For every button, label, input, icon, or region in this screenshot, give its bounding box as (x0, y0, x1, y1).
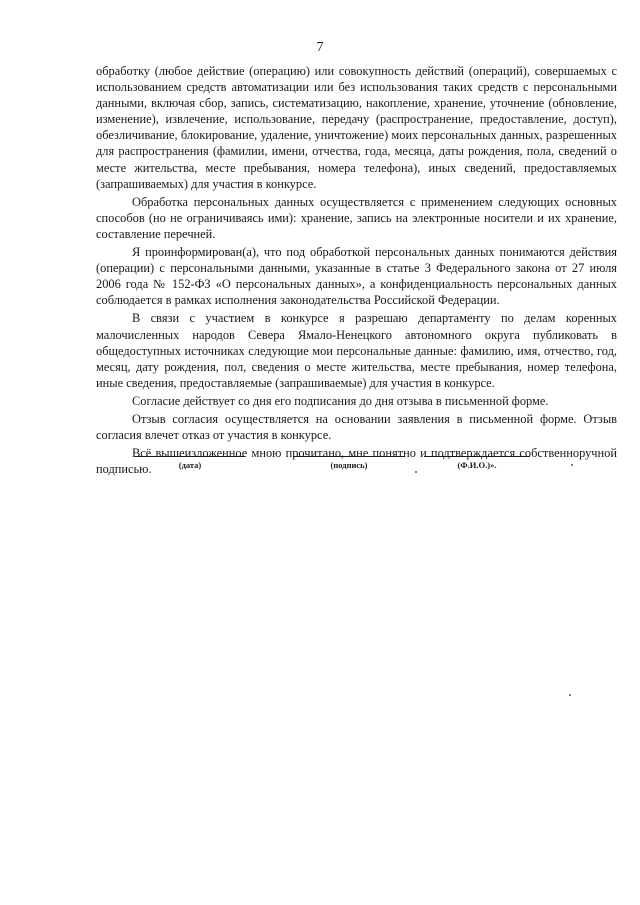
name-line (424, 456, 530, 458)
signature-row (0, 456, 640, 486)
signature-line (293, 456, 405, 458)
paragraph-processing-scope: обработку (любое действие (операцию) или совокупность действий (операций), совершаемых с использованием средств автоматизации или без использования таких средств с персональными данными, включая сбор, запись, систематизацию, накопление, хранение, уточнение (обновление, изменение), извлечение, использование, передачу (распространение, предоставление, доступ), обезличивание, блокирование, удаление, уничтожение) моих персональных данных, разрешенных для распространения (фамилии, имени, отчества, года, месяца, даты рождения, пола, сведений о месте жительства, месте пребывания, номера телефона), иных сведений, предоставляемых (запрашиваемых) для участия в конкурсе. (96, 64, 617, 191)
name-field (424, 456, 530, 470)
page-number: 7 (316, 40, 324, 55)
date-line (135, 456, 245, 458)
paragraph-publication-permission: В связи с участием в конкурсе я разрешаю департаменту по делам коренных малочисленных народов Севера Ямало-Ненецкого автономного округа публиковать в общедоступных источниках следующие мои персональные данные: фамилию, имя, отчество, год, месяц, дату рождения, пол, сведения о месте жительства, месте пребывания, номер телефона, иные сведения, предоставляемые (запрашиваемые) для участия в конкурсе. (96, 311, 617, 390)
consent-text (96, 63, 617, 479)
paragraph-validity: Согласие действует со дня его подписания до дня отзыва в письменной форме. (132, 393, 549, 408)
scan-speck (571, 464, 573, 466)
paragraph-confirmation: Всё вышеизложенное мною прочитано, мне понятно и подтверждается собственноручной подписью. (96, 446, 617, 477)
scan-speck (569, 694, 571, 696)
paragraph-revocation: Отзыв согласия осуществляется на основании заявления в письменной форме. Отзыв согласия влечет отказ от участия в конкурсе. (96, 411, 617, 443)
date-field (135, 456, 245, 470)
date-caption: (дата) (178, 460, 202, 470)
paragraph-processing-methods: Обработка персональных данных осуществляется с применением следующих основных способов (но не ограничиваясь ими): хранение, запись на электронные носители и их хранение, составление перечней. (96, 194, 617, 241)
signature-caption: (подпись) (330, 460, 368, 470)
scan-speck (415, 471, 417, 473)
name-caption: (Ф.И.О.)». (457, 460, 497, 470)
paragraph-informed: Я проинформирован(а), что под обработкой персональных данных понимаются действия (операции) с персональными данными, указанные в статье 3 Федерального закона от 27 июля 2006 года № 152-ФЗ «О персональных данных», а конфиденциальность персональных данных соблюдается в рамках исполнения законодательства Российской Федерации. (96, 245, 617, 308)
signature-field (293, 456, 405, 470)
